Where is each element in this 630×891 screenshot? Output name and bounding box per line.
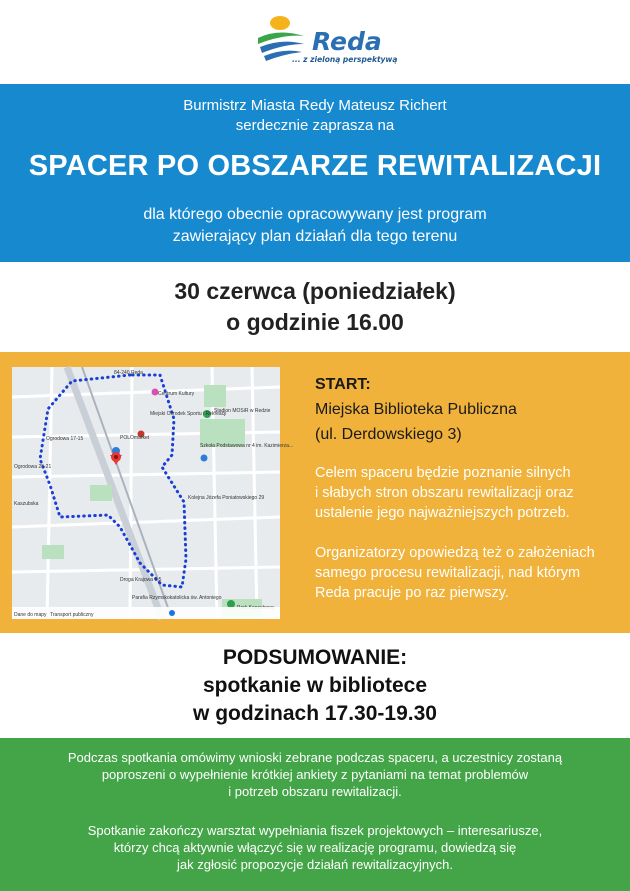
start-place-name: Miejska Biblioteka Publiczna [315, 401, 517, 418]
goal-line: ustalenie jego najważniejszych potrzeb. [315, 505, 570, 521]
logo [0, 0, 630, 84]
goal-paragraph [315, 463, 615, 523]
meeting-line: Podczas spotkania omówimy wnioski zebrane podczas spaceru, a uczestnicy zostaną [67, 750, 563, 765]
page-title: SPACER PO OBSZARZE REWITALIZACJI [28, 150, 602, 182]
map-label: POLOmarket [120, 435, 150, 441]
meeting-paragraph [0, 749, 630, 800]
summary-line: spotkanie w bibliotece [202, 674, 428, 697]
intro-line: serdecznie zaprasza na [235, 117, 395, 134]
logo-tagline: ... z zieloną perspektywą [292, 55, 398, 64]
intro-text [0, 96, 630, 136]
organizers-line: Organizatorzy opowiedzą też o założeniach [315, 545, 595, 561]
event-time: o godzinie 16.00 [226, 309, 404, 335]
start-address: (ul. Derdowskiego 3) [315, 426, 462, 443]
workshop-line: jak zgłosić propozycje działań rewitalizacyjnych. [176, 857, 453, 872]
map-label: Parafia Rzymskokatolicka św. Antoniego [132, 595, 222, 601]
map-label: Ogrodowa 25-21 [14, 464, 52, 470]
map-label: 84-240 Reda [114, 370, 143, 376]
start-info [315, 376, 615, 603]
goal-line: Celem spaceru będzie poznanie silnych [315, 465, 571, 481]
start-label: START: [315, 376, 371, 393]
subtitle-line: zawierający plan działań dla tego terenu [172, 228, 458, 245]
map-label: Kaszubska [14, 501, 39, 507]
map-label: Ogrodowa 17-15 [46, 436, 84, 442]
map-attribution: Dane do mapy [14, 612, 47, 618]
map-label: Miejski Ośrodek Sportu i Rekreacji [150, 411, 227, 417]
workshop-paragraph [0, 822, 630, 873]
location-icon[interactable] [169, 610, 175, 616]
footer-band [0, 738, 630, 891]
start-section [0, 352, 630, 633]
event-datetime [0, 276, 630, 338]
organizers-paragraph [315, 543, 615, 603]
summary-heading: PODSUMOWANIE: [222, 646, 408, 669]
header-band [0, 84, 630, 262]
workshop-line: którzy chcą aktywnie włączyć się w realizację programu, dowiedzą się [113, 840, 517, 855]
route-map-graphic [12, 367, 294, 619]
event-date: 30 czerwca (poniedziałek) [174, 278, 456, 304]
subtitle [0, 204, 630, 248]
map-label: Kolejna Józefa Poniatowskiego 29 [188, 495, 265, 501]
logo-name: Reda [312, 27, 382, 56]
start-place [315, 397, 615, 447]
meeting-line: i potrzeb obszaru rewitalizacji. [228, 784, 402, 799]
summary-line: w godzinach 17.30-19.30 [193, 702, 437, 725]
summary [0, 644, 630, 728]
map-label: Stadion MOSiR w Redzie [214, 408, 271, 414]
goal-line: i słabych stron obszaru rewitalizacji oraz [315, 485, 574, 501]
subtitle-line: dla którego obecnie opracowywany jest program [143, 206, 487, 223]
meeting-line: poproszeni o wypełnienie krótkiej ankiety z pytaniami na temat problemów [101, 767, 529, 782]
map-label: Droga Krajowa 6 5 [120, 577, 162, 583]
organizers-line: Reda pracuje po raz pierwszy. [315, 585, 509, 601]
map-label: Szkoła Podstawowa nr 4 im. Kazimierza... [200, 443, 294, 449]
route-map[interactable] [12, 367, 294, 619]
intro-line: Burmistrz Miasta Redy Mateusz Richert [183, 97, 447, 114]
organizers-line: samego procesu rewitalizacji, nad którym [315, 565, 581, 581]
map-label: Centrum Kultury [158, 391, 195, 397]
map-transport-toggle[interactable]: Transport publiczny [50, 612, 94, 618]
workshop-line: Spotkanie zakończy warsztat wypełniania fiszek projektowych – interesariusze, [87, 823, 543, 838]
